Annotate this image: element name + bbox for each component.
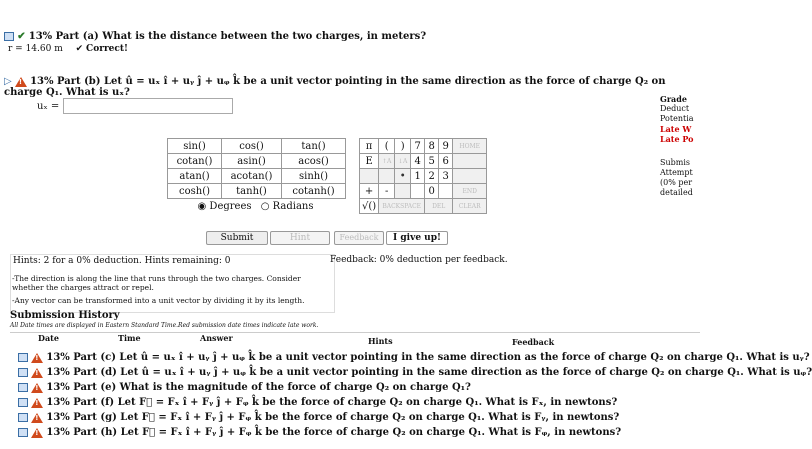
part-a-status: Correct! [86,44,128,54]
calculator-keypad [167,138,487,214]
key-clear[interactable]: CLEAR [453,199,487,214]
hints-summary: Hints: 2 for a 0% deduction. Hints remaining: 0 [13,256,231,266]
key-atan[interactable]: atan() [168,169,222,184]
key-pi[interactable]: π [360,139,379,154]
col-hints: Hints [368,336,393,346]
expand-icon[interactable] [18,398,28,407]
attempts-label: Attempt [660,168,693,177]
key-down-arrow[interactable]: ↓A [395,154,411,169]
col-date: Date [38,333,59,343]
key-tan[interactable]: tan() [282,139,346,154]
hint-button[interactable]: Hint [270,231,330,245]
part-g-row[interactable] [18,412,698,427]
part-e-title: 13% Part (e) What is the magnitude of the force of charge Q₂ on charge Q₁? [46,382,471,393]
part-d-title: 13% Part (d) Let û = uₓ î + uᵧ ĵ + uᵩ k̂ be a unit vector pointing in the same direction as the force of charge Q₂ on charge Q₁. What is uᵩ? [46,367,812,378]
key-7[interactable]: 7 [411,139,425,154]
key-9[interactable]: 9 [439,139,453,154]
key-blank-7 [439,184,453,199]
expand-icon[interactable] [18,368,28,377]
hint-2: -Any vector can be transformed into a unit vector by dividing it by its length. [12,296,305,305]
part-a-header[interactable] [4,31,426,42]
feedback-button[interactable]: Feedback [334,231,384,245]
part-h-title: 13% Part (h) Let F⃗ = Fₓ î + Fᵧ ĵ + Fᵩ k̂ be the force of charge Q₂ on charge Q₁. What is Fᵩ, in newtons? [46,427,622,438]
degrees-label: Degrees [209,200,252,212]
history-note: All Date times are displayed in Eastern Standard Time.Red submission date times indicate late work. [10,322,319,329]
key-blank-6 [411,184,425,199]
key-e[interactable]: E [360,154,379,169]
part-f-row[interactable] [18,397,698,412]
part-b-title: 13% Part (b) Let û = uₓ î + uᵧ ĵ + uᵩ k̂ be a unit vector pointing in the same direction as the force of charge Q₂ on charge Q₁. What is uₓ? [4,76,666,98]
part-c-title: 13% Part (c) Let û = uₓ î + uᵧ ĵ + uᵩ k̂ be a unit vector pointing in the same direction as the force of charge Q₂ on charge Q₁. What is uᵧ? [46,352,810,363]
part-a-answer: r = 14.60 m [8,44,63,54]
warning-icon [15,77,27,87]
correct-check-icon: ✔ [75,44,84,54]
key-2[interactable]: 2 [425,169,439,184]
warning-icon [31,428,43,438]
collapse-icon[interactable] [4,32,14,41]
key-close-paren[interactable]: ) [395,139,411,154]
radians-label: Radians [272,200,314,212]
key-end[interactable]: END [453,184,487,199]
warning-icon [31,383,43,393]
part-d-row[interactable] [18,367,812,382]
key-3[interactable]: 3 [439,169,453,184]
expand-icon[interactable] [18,353,28,362]
submission-history-title: Submission History [10,310,120,321]
key-cotanh[interactable]: cotanh() [282,184,346,199]
key-up-arrow[interactable]: ↑A [379,154,395,169]
late-work-label: Late W [660,124,692,134]
submissions-label: Submis [660,158,691,167]
expand-arrow-icon[interactable]: ▷ [4,76,12,87]
warning-icon [31,398,43,408]
key-sinh[interactable]: sinh() [282,169,346,184]
key-open-paren[interactable]: ( [379,139,395,154]
key-6[interactable]: 6 [439,154,453,169]
key-acos[interactable]: acos() [282,154,346,169]
key-tanh[interactable]: tanh() [222,184,282,199]
key-acotan[interactable]: acotan() [222,169,282,184]
part-e-row[interactable] [18,382,698,397]
key-0[interactable]: 0 [425,184,439,199]
feedback-summary: Feedback: 0% deduction per feedback. [330,255,508,265]
warning-icon [31,368,43,378]
part-a-title: 13% Part (a) What is the distance between the two charges, in meters? [28,31,427,42]
late-potential-label: Late Po [660,134,694,144]
detailed-link[interactable]: detailed [660,188,693,197]
col-feedback: Feedback [512,337,555,347]
answer-input[interactable] [63,98,233,114]
key-blank-2 [360,169,379,184]
key-asin[interactable]: asin() [222,154,282,169]
parts-list [18,352,812,442]
key-cosh[interactable]: cosh() [168,184,222,199]
key-home[interactable]: HOME [453,139,487,154]
key-cos[interactable]: cos() [222,139,282,154]
warning-icon [31,353,43,363]
grade-summary-panel [660,94,700,198]
key-sqrt[interactable]: √() [360,199,379,214]
part-f-title: 13% Part (f) Let F⃗ = Fₓ î + Fᵧ ĵ + Fᵩ k̂ be the force of charge Q₂ on charge Q₁. What is Fₓ, in newtons? [46,397,618,408]
key-sin[interactable]: sin() [168,139,222,154]
key-blank-1 [453,154,487,169]
angle-mode-group [168,199,346,214]
key-5[interactable]: 5 [425,154,439,169]
deductions-label: Deduct [660,104,690,113]
grade-label: Grade [660,94,687,104]
col-answer: Answer [200,333,233,343]
key-cotan[interactable]: cotan() [168,154,222,169]
key-del[interactable]: DEL [425,199,453,214]
part-h-row[interactable] [18,427,698,442]
expand-icon[interactable] [18,383,28,392]
part-a-answer-line [8,44,128,54]
key-4[interactable]: 4 [411,154,425,169]
part-b-header[interactable] [4,76,700,98]
key-backspace[interactable]: BACKSPACE [379,199,425,214]
degrees-radio[interactable]: ◉ [197,200,207,212]
key-blank-4 [453,169,487,184]
per-attempt-label: (0% per [660,178,693,187]
key-blank-3 [379,169,395,184]
history-header [10,332,700,347]
hint-1: -The direction is along the line that runs through the two charges. Consider whether the charges attract or repel. [12,274,301,292]
submit-button[interactable]: Submit [206,231,268,245]
input-label: uₓ = [37,101,60,112]
warning-icon [31,413,43,423]
expand-icon[interactable] [18,428,28,437]
key-minus[interactable]: - [379,184,395,199]
radians-radio[interactable]: ○ [260,200,270,212]
key-1[interactable]: 1 [411,169,425,184]
part-c-row[interactable] [18,352,810,367]
col-time: Time [118,333,141,343]
check-icon: ✔ [17,31,26,42]
part-g-title: 13% Part (g) Let F⃗ = Fₓ î + Fᵧ ĵ + Fᵩ k̂ be the force of charge Q₂ on charge Q₁. What is Fᵧ, in newtons? [46,412,620,423]
key-dot[interactable]: • [395,169,411,184]
give-up-button[interactable]: I give up! [386,231,448,245]
key-blank-5 [395,184,411,199]
potential-label: Potentia [660,114,694,123]
expand-icon[interactable] [18,413,28,422]
key-plus[interactable]: + [360,184,379,199]
key-8[interactable]: 8 [425,139,439,154]
